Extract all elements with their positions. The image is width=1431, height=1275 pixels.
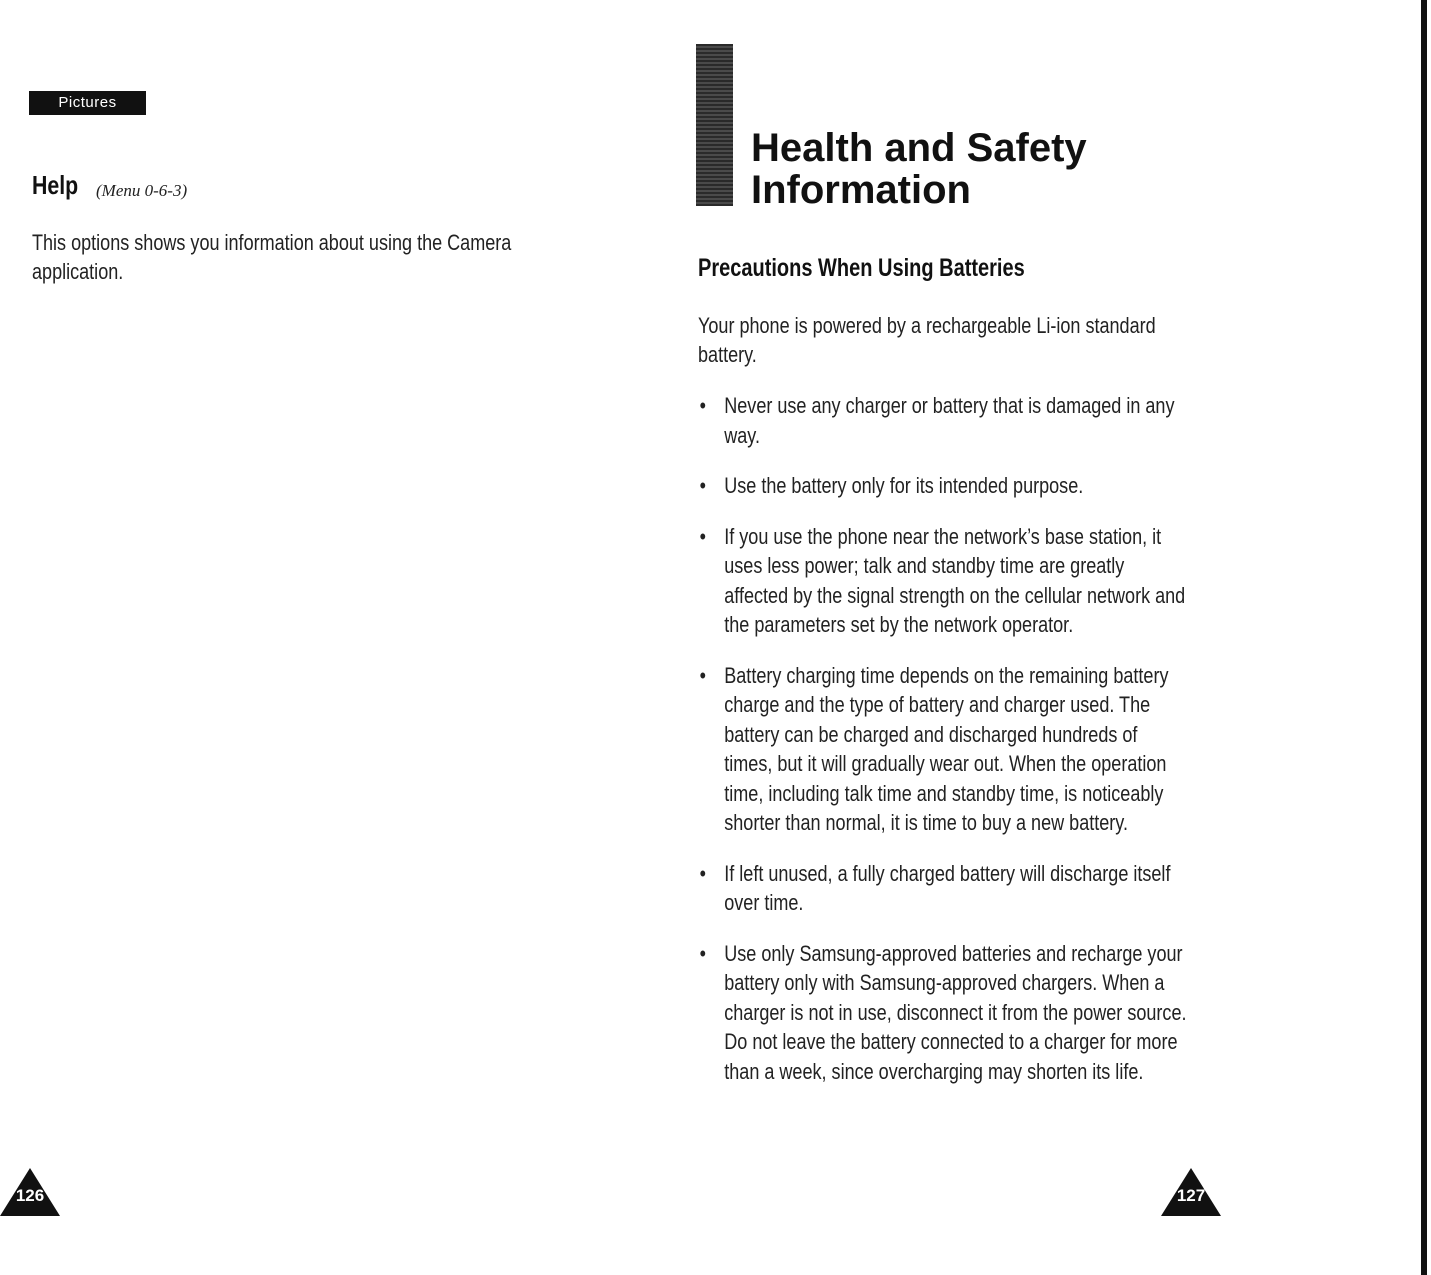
- bullet-icon: •: [699, 523, 706, 549]
- bullet-icon: •: [699, 473, 706, 498]
- page-number-left: [0, 1168, 60, 1218]
- list-item-text: Use only Samsung-approved batteries and recharge your battery only with Samsung-approved chargers. When a charger is not in use, disconnect it from the power source. Do not leave the battery connected to a charger for more than a week, since overcharging may shorten its life.: [724, 940, 1187, 1084]
- subsection-title: Precautions When Using Batteries: [698, 254, 1025, 282]
- precautions-list: [698, 391, 1190, 1107]
- help-body: This options shows you information about using the Camera application.: [32, 230, 512, 284]
- list-item-text: Use the battery only for its intended purpose.: [724, 473, 1084, 498]
- page-number-right: [1161, 1168, 1221, 1218]
- right-page: [690, 0, 1431, 1275]
- help-menu-reference: (Menu 0-6-3): [96, 181, 188, 200]
- section-tab: Pictures: [29, 91, 146, 115]
- bullet-icon: •: [699, 940, 706, 966]
- list-item-text: Battery charging time depends on the remaining battery charge and the type of battery and charger used. The battery can be charged and discharged hundreds of times, but it will gradually wear out. When the operation time, including talk time and standby time, is noticeably shorter than normal, it is time to buy a new battery.: [724, 662, 1169, 835]
- page-title-line1: Health and Safety: [751, 126, 1087, 170]
- list-item: [698, 522, 1190, 640]
- page-edge-divider: [1421, 0, 1427, 1275]
- bullet-icon: •: [699, 860, 706, 886]
- help-title: Help: [32, 170, 79, 200]
- left-page: [0, 0, 700, 1275]
- page-number-text: 126: [15, 1186, 45, 1205]
- list-item: [698, 859, 1190, 918]
- list-item-text: If you use the phone near the network’s base station, it uses less power; talk and standby time are greatly affected by the signal strength on the cellular network and the parameters set by the network operator.: [724, 523, 1186, 637]
- bullet-icon: •: [699, 662, 706, 688]
- intro-paragraph: Your phone is powered by a rechargeable Li-ion standard battery.: [698, 313, 1156, 367]
- list-item: [698, 661, 1190, 838]
- list-item: [698, 471, 1190, 501]
- list-item: [698, 391, 1190, 450]
- page-title-line2: Information: [751, 168, 971, 212]
- page-title: [751, 127, 1087, 211]
- list-item-text: Never use any charger or battery that is damaged in any way.: [724, 393, 1175, 448]
- bullet-icon: •: [699, 393, 706, 418]
- title-bar-decoration: [696, 44, 733, 206]
- page-number-text: 127: [1176, 1186, 1206, 1205]
- list-item: [698, 939, 1190, 1087]
- list-item-text: If left unused, a fully charged battery will discharge itself over time.: [724, 860, 1171, 915]
